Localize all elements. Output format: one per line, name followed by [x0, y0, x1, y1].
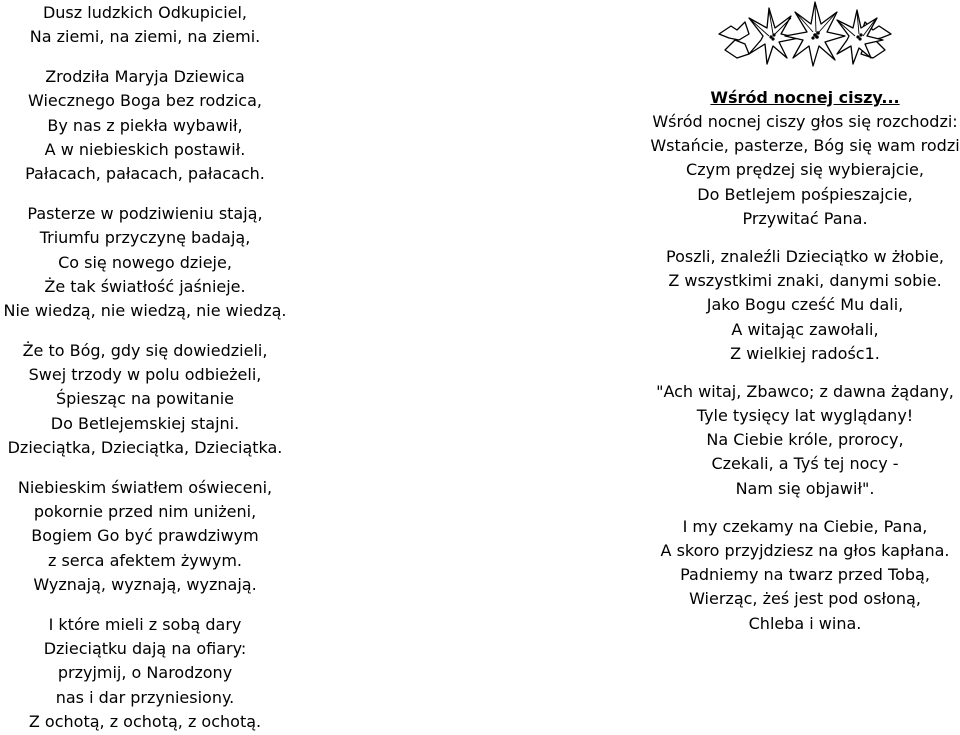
verse-line: Padniemy na twarz przed Tobą,	[680, 565, 930, 585]
verse-line: Pasterze w podziwieniu stają,	[27, 203, 263, 223]
verse-line: Wierząc, żeś jest pod osłoną,	[689, 589, 921, 609]
stanza-divider	[0, 461, 290, 476]
verse-line: Tyle tysięcy lat wyglądany!	[696, 406, 914, 426]
verse-line: Nie wiedzą, nie wiedzą, nie wiedzą.	[3, 301, 287, 321]
left-stanza	[0, 613, 290, 735]
right-stanza	[640, 110, 960, 231]
verse-line: A witając zawołali,	[731, 319, 879, 339]
verse-line: A skoro przyjdziesz na głos kapłana.	[660, 541, 950, 560]
stanza-divider	[640, 366, 960, 380]
right-stanza	[640, 245, 960, 366]
verse-line: Na Ciebie króle, prorocy,	[706, 430, 904, 450]
verse-line: A w niebieskich postawił.	[44, 139, 246, 159]
verse-line: Swej trzody w polu odbieżeli,	[28, 365, 262, 385]
ornament-spacer	[640, 0, 960, 86]
verse-line: Wyznają, wyznają, wyznają.	[33, 575, 257, 595]
song-title: Wśród nocnej ciszy...	[710, 88, 900, 107]
stanza-divider	[0, 598, 290, 613]
verse-line: Wstańcie, pasterze, Bóg się wam rodzi	[650, 136, 960, 156]
verse-line: Dusz ludzkich Odkupiciel,	[42, 3, 248, 22]
verse-line: Z wielkiej radośc1.	[730, 343, 880, 363]
left-stanza	[0, 65, 290, 187]
stanza-divider	[0, 324, 290, 339]
stanza-divider	[640, 231, 960, 245]
verse-line: Chleba i wina.	[748, 613, 862, 633]
verse-line: Niebieskim światłem oświeceni,	[17, 477, 273, 497]
verse-line: Jako Bogu cześć Mu dali,	[706, 295, 904, 315]
verse-line: Wiecznego Boga bez rodzica,	[28, 91, 262, 111]
verse-line: Dzieciątka, Dzieciątka, Dzieciątka.	[7, 438, 283, 458]
verse-line: Czym prędzej się wybierajcie,	[686, 160, 924, 180]
stanza-divider	[640, 501, 960, 515]
verse-line: Na ziemi, na ziemi, na ziemi.	[29, 27, 261, 47]
verse-line: Czekali, a Tyś tej nocy -	[711, 454, 899, 474]
verse-line: Do Betlejem pośpieszajcie,	[697, 184, 913, 204]
verse-line: Bogiem Go być prawdziwym	[31, 526, 259, 546]
verse-line: pokornie przed nim uniżeni,	[33, 502, 257, 522]
left-stanza	[0, 339, 290, 461]
verse-line: przyjmij, o Narodzony	[57, 663, 233, 683]
verse-line: Pałacach, pałacach, pałacach.	[25, 164, 265, 184]
verse-line: Poszli, znaleźli Dzieciątko w żłobie,	[665, 246, 944, 266]
verse-line: Przywitać Pana.	[742, 208, 868, 228]
verse-line: Że to Bóg, gdy się dowiedzieli,	[22, 340, 268, 360]
verse-line: z serca afektem żywym.	[47, 550, 242, 570]
right-poem-column	[640, 0, 960, 636]
verse-line: I które mieli z sobą dary	[48, 614, 242, 634]
verse-line: Triumfu przyczynę badają,	[39, 228, 251, 248]
verse-line: By nas z piekła wybawił,	[47, 115, 243, 135]
verse-line: Zrodziła Maryja Dziewica	[45, 66, 245, 86]
verse-line: Nam się objawił".	[735, 478, 875, 498]
verse-line: I my czekamy na Ciebie, Pana,	[682, 516, 928, 536]
verse-line: nas i dar przyniesiony.	[55, 687, 235, 707]
stanza-divider	[0, 187, 290, 202]
left-poem-column	[0, 1, 290, 735]
verse-line: Że tak światłość jaśnieje.	[44, 276, 246, 296]
stanza-divider	[0, 50, 290, 65]
verse-line: Wśród nocnej ciszy głos się rozchodzi:	[652, 112, 958, 131]
verse-line: Z ochotą, z ochotą, z ochotą.	[28, 712, 262, 732]
right-stanza	[640, 515, 960, 636]
verse-line: "Ach witaj, Zbawco; z dawna żądany,	[656, 381, 954, 401]
left-stanza	[0, 476, 290, 598]
left-stanza	[0, 202, 290, 324]
right-stanza	[640, 380, 960, 501]
verse-line: Co się nowego dzieje,	[58, 252, 232, 272]
left-stanza	[0, 1, 290, 50]
verse-line: Z wszystkimi znaki, danymi sobie.	[668, 271, 942, 291]
verse-line: Śpiesząc na powitanie	[55, 389, 235, 409]
verse-line: Do Betlejemskiej stajni.	[50, 413, 240, 433]
verse-line: Dzieciątku dają na ofiary:	[43, 638, 247, 658]
